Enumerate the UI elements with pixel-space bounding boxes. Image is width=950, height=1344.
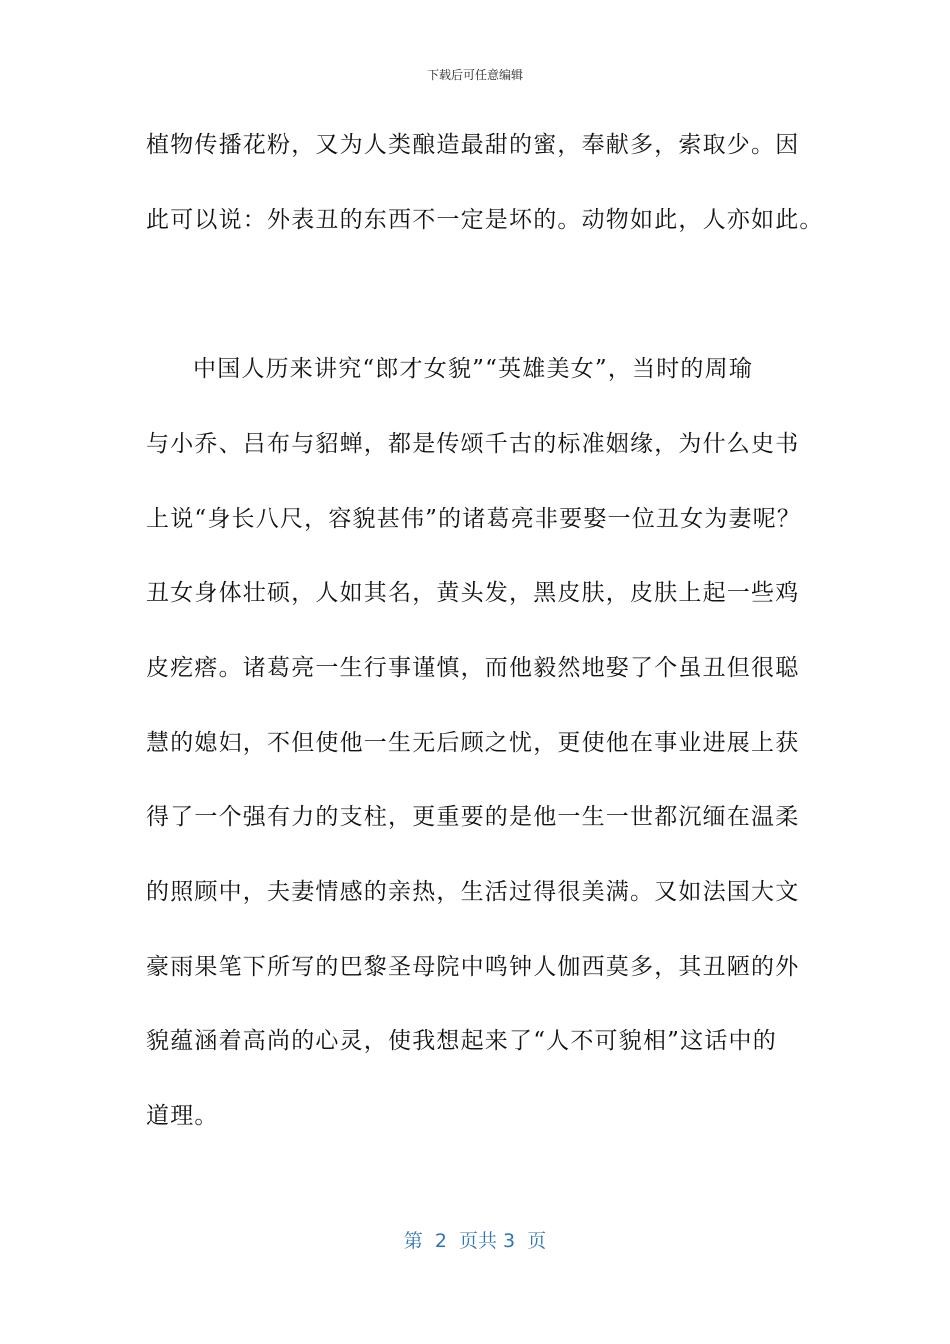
paragraph-line: 慧的媳妇，不但使他一生无后顾之忧，更使他在事业进展上获 bbox=[146, 730, 800, 756]
paragraph-line: 此可以说：外表丑的东西不一定是坏的。动物如此，人亦如此。 bbox=[146, 207, 824, 233]
paragraph-line: 植物传播花粉，又为人类酿造最甜的蜜，奉献多，索取少。因 bbox=[146, 132, 800, 158]
page-header: 下载后可任意编辑 bbox=[426, 68, 523, 82]
paragraph-line: 貌蕴涵着高尚的心灵，使我想起来了“人不可貌相”这话中的 bbox=[146, 1028, 777, 1054]
paragraph-line: 的照顾中，夫妻情感的亲热，生活过得很美满。又如法国大文 bbox=[146, 879, 800, 905]
paragraph-line: 丑女身体壮硕，人如其名，黄头发，黑皮肤，皮肤上起一些鸡 bbox=[146, 580, 800, 606]
paragraph-line: 得了一个强有力的支柱，更重要的是他一生一世都沉缅在温柔 bbox=[146, 804, 800, 830]
paragraph-line: 与小乔、吕布与貂蝉，都是传颂千古的标准姻缘，为什么史书 bbox=[146, 431, 800, 457]
paragraph-line: 豪雨果笔下所写的巴黎圣母院中鸣钟人伽西莫多，其丑陋的外 bbox=[146, 954, 800, 980]
paragraph-line: 皮疙瘩。诸葛亮一生行事谨慎，而他毅然地娶了个虽丑但很聪 bbox=[146, 655, 800, 681]
paragraph-line: 道理。 bbox=[146, 1103, 219, 1129]
paragraph-line: 中国人历来讲究“郎才女貌”“英雄美女”，当时的周瑜 bbox=[193, 356, 754, 382]
paragraph-line: 上说“身长八尺，容貌甚伟”的诸葛亮非要娶一位丑女为妻呢？ bbox=[146, 506, 802, 532]
page-footer: 第 2 页共 3 页 bbox=[403, 1230, 547, 1252]
